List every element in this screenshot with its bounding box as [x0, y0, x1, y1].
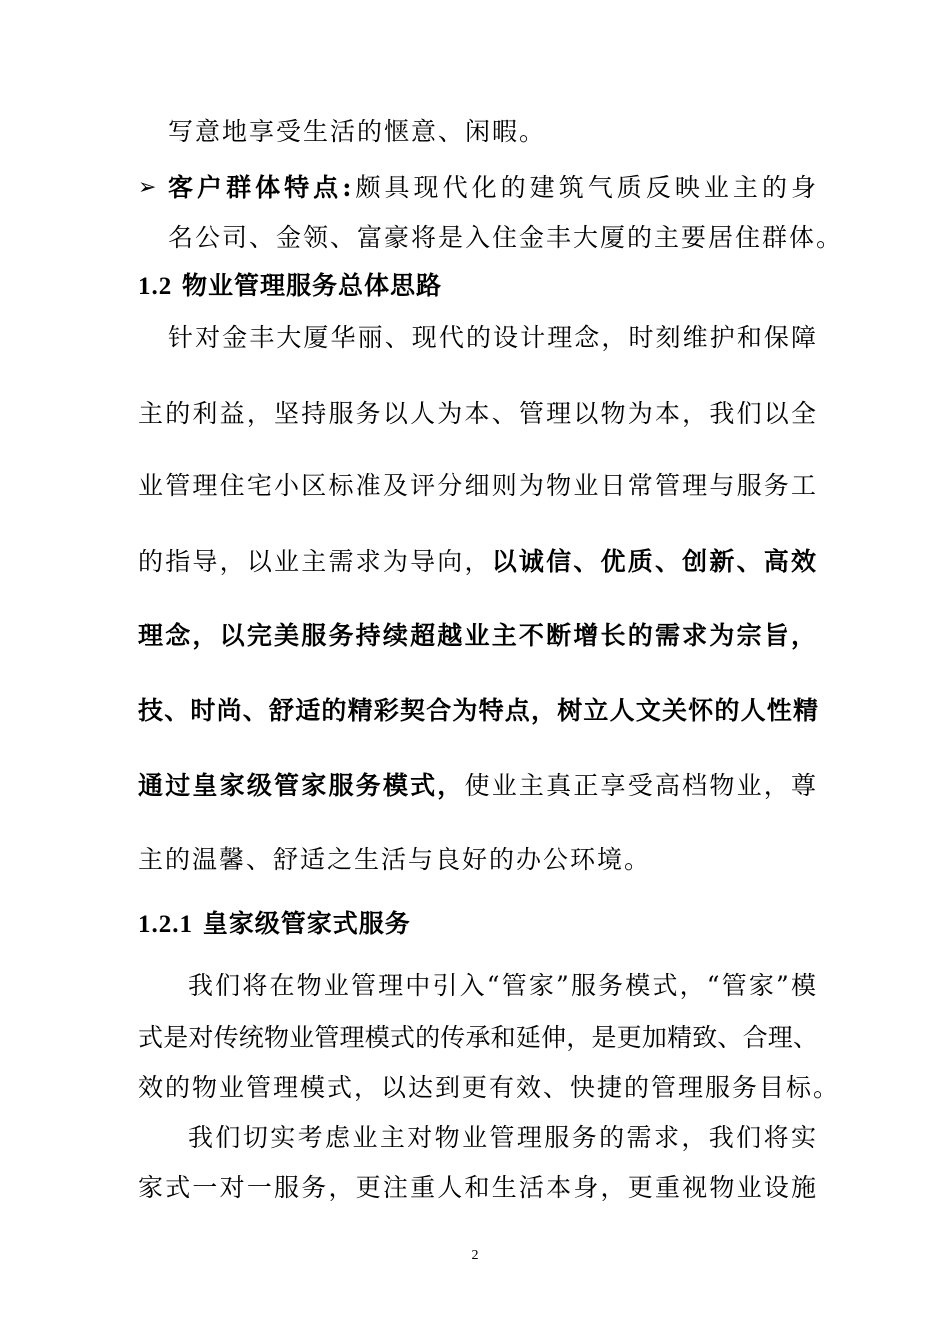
subsection-title: 皇家级管家式服务 [202, 909, 411, 938]
sub-para2-line-2: 家式一对一服务，更注重人和生活本身，更重视物业设施 [138, 1173, 818, 1202]
intro-text: 写意地享受生活的惬意、闲暇。 [168, 117, 547, 146]
sub-para1-line-2: 式是对传统物业管理模式的传承和延伸，是更加精致、合理、 [138, 1023, 818, 1052]
section-number: 1.2 [138, 273, 173, 300]
para-line-5: 理念，以完美服务持续超越业主不断增长的需求为宗旨， [138, 621, 818, 650]
para-line-3: 业管理住宅小区标准及评分细则为物业日常管理与服务工 [138, 471, 818, 500]
page-number: 2 [471, 1248, 479, 1263]
para-line-2: 主的利益，坚持服务以人为本、管理以物为本，我们以全 [138, 399, 818, 428]
intro-line [168, 116, 818, 148]
para-line-7-normal: 使业主真正享受高档物业，尊 [464, 771, 818, 800]
para-line-4-normal: 的指导，以业主需求为导向， [138, 547, 492, 576]
para-line-6: 技、时尚、舒适的精彩契合为特点，树立人文关怀的人性精 [138, 696, 818, 725]
para-line-7-bold: 通过皇家级管家服务模式， [138, 771, 465, 800]
bullet-line-1 [168, 172, 818, 204]
bullet-label: 客户群体特点: [168, 173, 354, 202]
bullet-line-2 [168, 222, 844, 254]
sub-para2-line-1: 我们切实考虑业主对物业管理服务的需求，我们将实 [188, 1123, 818, 1152]
section-heading-1-2 [138, 270, 818, 303]
bullet-arrow-icon: ➢ [138, 175, 157, 200]
bullet-text: 颇具现代化的建筑气质反映业主的身 [353, 173, 818, 202]
bullet-text-2: 名公司、金领、富豪将是入住金丰大厦的主要居住群体。 [168, 223, 844, 252]
para-line-4 [138, 546, 818, 578]
sub-para1-line-1: 我们将在物业管理中引入“管家”服务模式，“管家”模 [188, 971, 818, 1000]
para-line-7 [138, 770, 818, 802]
sub-para1-line-3: 效的物业管理模式，以达到更有效、快捷的管理服务目标。 [138, 1073, 841, 1102]
section-heading-1-2-1 [138, 908, 818, 941]
para-line-1: 针对金丰大厦华丽、现代的设计理念，时刻维护和保障 [168, 323, 818, 352]
subsection-number: 1.2.1 [138, 911, 193, 938]
section-title: 物业管理服务总体思路 [181, 271, 442, 300]
para-line-8: 主的温馨、舒适之生活与良好的办公环境。 [138, 845, 652, 874]
para-line-4-bold: 以诚信、优质、创新、高效 [491, 547, 818, 576]
